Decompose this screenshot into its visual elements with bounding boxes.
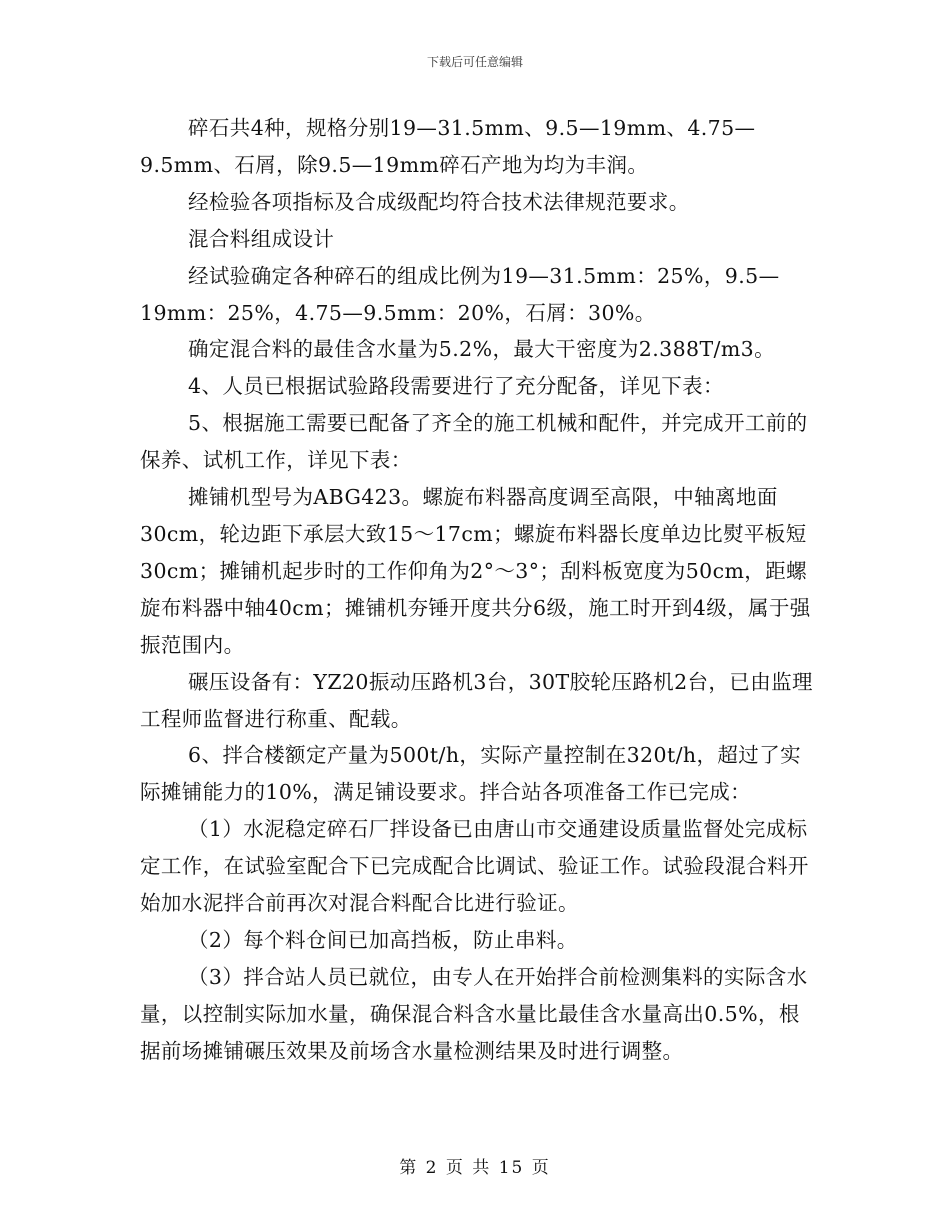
paragraph-machinery: 5、根据施工需要已配备了齐全的施工机械和配件，并完成开工前的保养、试机工作，详见下表： bbox=[140, 411, 808, 473]
list-item-baffles: （2）每个料仓间已加高挡板，防止串料。 bbox=[188, 927, 578, 952]
paragraph-staffing: 4、人员已根据试验路段需要进行了充分配备，详见下表： bbox=[188, 374, 724, 399]
section-heading-mix-design: 混合料组成设计 bbox=[188, 226, 335, 251]
paragraph-mixing-plant: 6、拌合楼额定产量为500t/h，实际产量控制在320t/h，超过了实际摊铺能力的10%，满足铺设要求。拌合站各项准备工作已完成： bbox=[140, 743, 801, 805]
page-number: 第 2 页 共 15 页 bbox=[399, 1158, 551, 1178]
list-item-calibration: （1）水泥稳定碎石厂拌设备已由唐山市交通建设质量监督处完成标定工作，在试验室配合下已完成配合比调试、验证工作。试验段混合料开始加水泥拌合前再次对混合料配合比进行验证。 bbox=[140, 817, 809, 916]
paragraph-paver-settings: 摊铺机型号为ABG423。螺旋布料器高度调至高限，中轴离地面30cm，轮边距下承层大致15～17cm；螺旋布料器长度单边比熨平板短30cm；摊铺机起步时的工作仰角为2°～3°；刮料板宽度为50cm，距螺旋布料器中轴40cm；摊铺机夯锤开度共分6级，施工时开到4级，属于强振范围内。 bbox=[140, 485, 811, 657]
page-header-note: 下载后可任意编辑 bbox=[426, 55, 523, 69]
list-item-staff-moisture: （3）拌合站人员已就位，由专人在开始拌合前检测集料的实际含水量，以控制实际加水量，确保混合料含水量比最佳含水量高出0.5%，根据前场摊铺碾压效果及前场含水量检测结果及时进行调整。 bbox=[140, 964, 808, 1063]
paragraph-inspection-result: 经检验各项指标及合成级配均符合技术法律规范要求。 bbox=[188, 189, 690, 214]
paragraph-moisture-density: 确定混合料的最佳含水量为5.2%，最大干密度为2.388T/m3。 bbox=[188, 337, 776, 362]
document-body bbox=[140, 110, 816, 1070]
paragraph-compaction-equipment: 碾压设备有：YZ20振动压路机3台，30T胶轮压路机2台，已由监理工程师监督进行称重、配载。 bbox=[140, 669, 813, 731]
paragraph-mix-proportion: 经试验确定各种碎石的组成比例为19—31.5mm：25%，9.5—19mm：25%，4.75—9.5mm：20%，石屑：30%。 bbox=[140, 263, 780, 325]
paragraph-aggregate-specs: 碎石共4种，规格分别19—31.5mm、9.5—19mm、4.75—9.5mm、石屑，除9.5—19mm碎石产地为均为丰润。 bbox=[140, 116, 756, 177]
